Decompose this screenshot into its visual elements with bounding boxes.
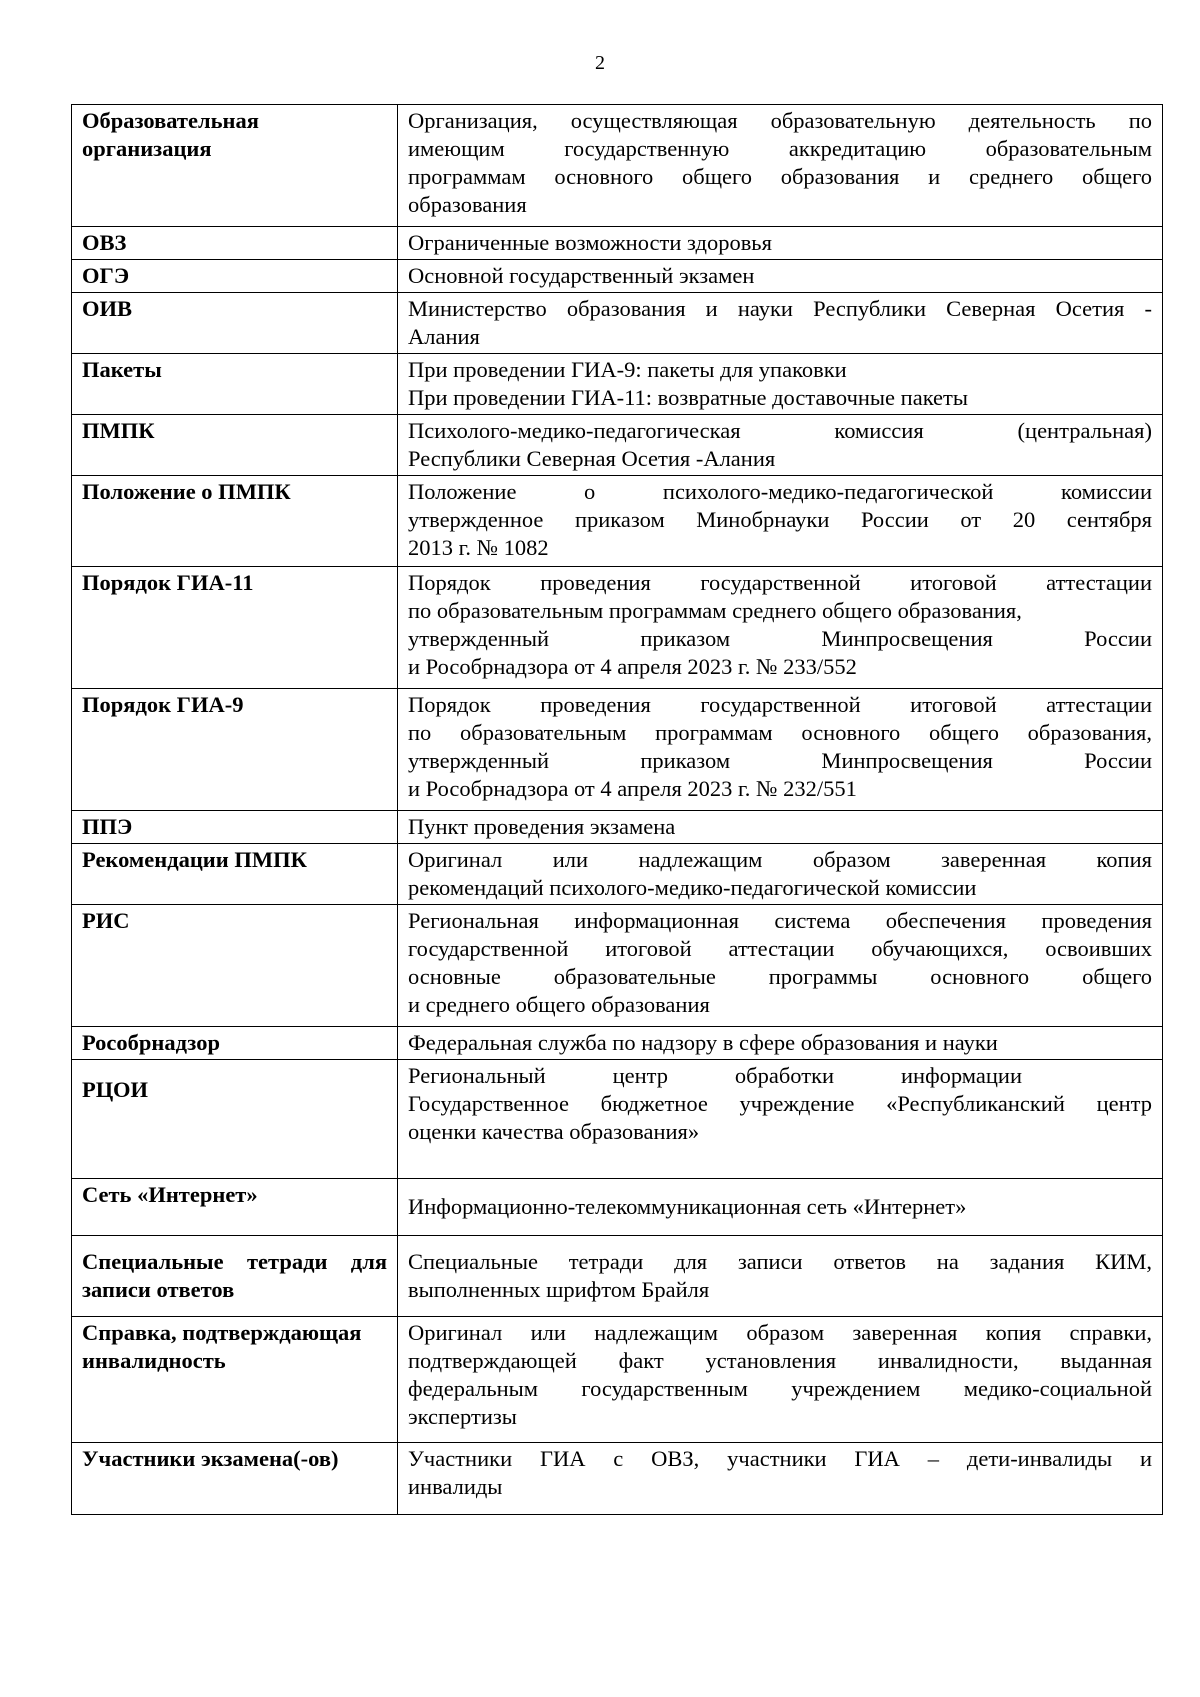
term-cell: ОИВ [72, 293, 398, 354]
definition-line: Федеральная служба по надзору в сфере образования и науки [408, 1030, 998, 1055]
definition-line: и Рособрнадзора от 4 апреля 2023 г. № 232/551 [408, 776, 857, 801]
table-row [72, 293, 1163, 354]
definition-line: подтверждающей факт установления инвалидности, выданная [408, 1348, 1152, 1373]
definition-line: Пункт проведения экзамена [408, 814, 676, 839]
term-cell: Рособрнадзор [72, 1027, 398, 1060]
definition-line: утвержденный приказом Минпросвещения России [408, 626, 1152, 651]
term-cell: Порядок ГИА-11 [72, 567, 398, 689]
definition-cell [398, 689, 1163, 811]
table-row [72, 415, 1163, 476]
definition-line: и Рособрнадзора от 4 апреля 2023 г. № 233/552 [408, 654, 857, 679]
term-cell: ОВЗ [72, 227, 398, 260]
definition-cell [398, 1236, 1163, 1317]
definition-line: Оригинал или надлежащим образом заверенная копия справки, [408, 1320, 1152, 1345]
table-row [72, 227, 1163, 260]
definition-line: образования [408, 192, 527, 217]
glossary-table [71, 104, 1163, 1515]
definition-line: инвалиды [408, 1474, 503, 1499]
table-row [72, 1236, 1163, 1317]
definition-line: программам основного общего образования и среднего общего [408, 164, 1152, 189]
definition-line: оценки качества образования» [408, 1119, 700, 1144]
definition-line: 2013 г. № 1082 [408, 535, 549, 560]
definition-cell [398, 293, 1163, 354]
definition-line: и среднего общего образования [408, 992, 710, 1017]
page-number: 2 [595, 52, 605, 74]
definition-line: основные образовательные программы основного общего [408, 964, 1152, 989]
definition-cell [398, 905, 1163, 1027]
table-row [72, 905, 1163, 1027]
term-cell: РЦОИ [72, 1060, 398, 1179]
table-row [72, 476, 1163, 567]
definition-cell [398, 1060, 1163, 1179]
table-row [72, 354, 1163, 415]
definition-line: Организация, осуществляющая образовательную деятельность по [408, 108, 1152, 133]
definition-line: Ограниченные возможности здоровья [408, 230, 772, 255]
definition-line: Порядок проведения государственной итоговой аттестации [408, 570, 1152, 595]
term-cell: Участники экзамена(-ов) [72, 1443, 398, 1515]
table-row [72, 1317, 1163, 1443]
definition-cell [398, 567, 1163, 689]
table-row [72, 260, 1163, 293]
table-row [72, 567, 1163, 689]
definition-cell [398, 1179, 1163, 1236]
table-row [72, 689, 1163, 811]
definition-line: Государственное бюджетное учреждение «Республиканский центр [408, 1091, 1152, 1116]
table-row [72, 1179, 1163, 1236]
definition-line: Республики Северная Осетия -Алания [408, 446, 776, 471]
table-row [72, 105, 1163, 227]
definition-line: выполненных шрифтом Брайля [408, 1277, 710, 1302]
table-row [72, 1060, 1163, 1179]
definition-line: утвержденный приказом Минпросвещения России [408, 748, 1152, 773]
definition-line: Оригинал или надлежащим образом заверенная копия [408, 847, 1152, 872]
definition-cell [398, 476, 1163, 567]
table-row [72, 811, 1163, 844]
definition-line: Порядок проведения государственной итоговой аттестации [408, 692, 1152, 717]
definition-line: Информационно-телекоммуникационная сеть «Интернет» [408, 1194, 967, 1219]
definition-line: Основной государственный экзамен [408, 263, 755, 288]
definition-line: по образовательным программам основного общего образования, [408, 720, 1152, 745]
term-cell: Рекомендации ПМПК [72, 844, 398, 905]
term-cell: Порядок ГИА-9 [72, 689, 398, 811]
term-cell: РИС [72, 905, 398, 1027]
table-row [72, 1443, 1163, 1515]
definition-line: федеральным государственным учреждением медико-социальной [408, 1376, 1152, 1401]
term-cell: Сеть «Интернет» [72, 1179, 398, 1236]
definition-line: Алания [408, 324, 480, 349]
definition-cell [398, 227, 1163, 260]
definition-line: по образовательным программам среднего общего образования, [408, 598, 1022, 623]
definition-cell [398, 354, 1163, 415]
definition-cell [398, 260, 1163, 293]
definition-cell [398, 1317, 1163, 1443]
definition-cell [398, 1443, 1163, 1515]
definition-line: рекомендаций психолого-медико-педагогической комиссии [408, 875, 977, 900]
definition-cell [398, 415, 1163, 476]
term-cell: ППЭ [72, 811, 398, 844]
definition-line: утвержденное приказом Минобрнауки России от 20 сентября [408, 507, 1152, 532]
term-cell: ОГЭ [72, 260, 398, 293]
term-cell: ПМПК [72, 415, 398, 476]
term-cell: Образовательная организация [72, 105, 398, 227]
definition-line: Министерство образования и науки Республики Северная Осетия - [408, 296, 1152, 321]
term-cell: Положение о ПМПК [72, 476, 398, 567]
table-row [72, 1027, 1163, 1060]
definition-cell [398, 844, 1163, 905]
definition-line: Положение о психолого-медико-педагогической комиссии [408, 479, 1152, 504]
definition-line: Специальные тетради для записи ответов на задания КИМ, [408, 1249, 1152, 1274]
definition-line: Психолого-медико-педагогическая комиссия (центральная) [408, 418, 1152, 443]
definition-line: Участники ГИА с ОВЗ, участники ГИА – дети-инвалиды и [408, 1446, 1152, 1471]
definition-line: При проведении ГИА-11: возвратные доставочные пакеты [408, 385, 968, 410]
definition-line: государственной итоговой аттестации обучающихся, освоивших [408, 936, 1152, 961]
definition-line: При проведении ГИА-9: пакеты для упаковки [408, 357, 847, 382]
term-cell: Справка, подтверждающая инвалидность [72, 1317, 398, 1443]
term-cell: Специальные тетради для записи ответов [72, 1236, 398, 1317]
definition-line: имеющим государственную аккредитацию образовательным [408, 136, 1152, 161]
definition-cell [398, 811, 1163, 844]
definition-cell [398, 105, 1163, 227]
term-cell: Пакеты [72, 354, 398, 415]
definition-line: экспертизы [408, 1404, 517, 1429]
definition-line: Региональная информационная система обеспечения проведения [408, 908, 1152, 933]
table-row [72, 844, 1163, 905]
definition-line: Региональный центр обработки информации [408, 1063, 1022, 1088]
definition-cell [398, 1027, 1163, 1060]
